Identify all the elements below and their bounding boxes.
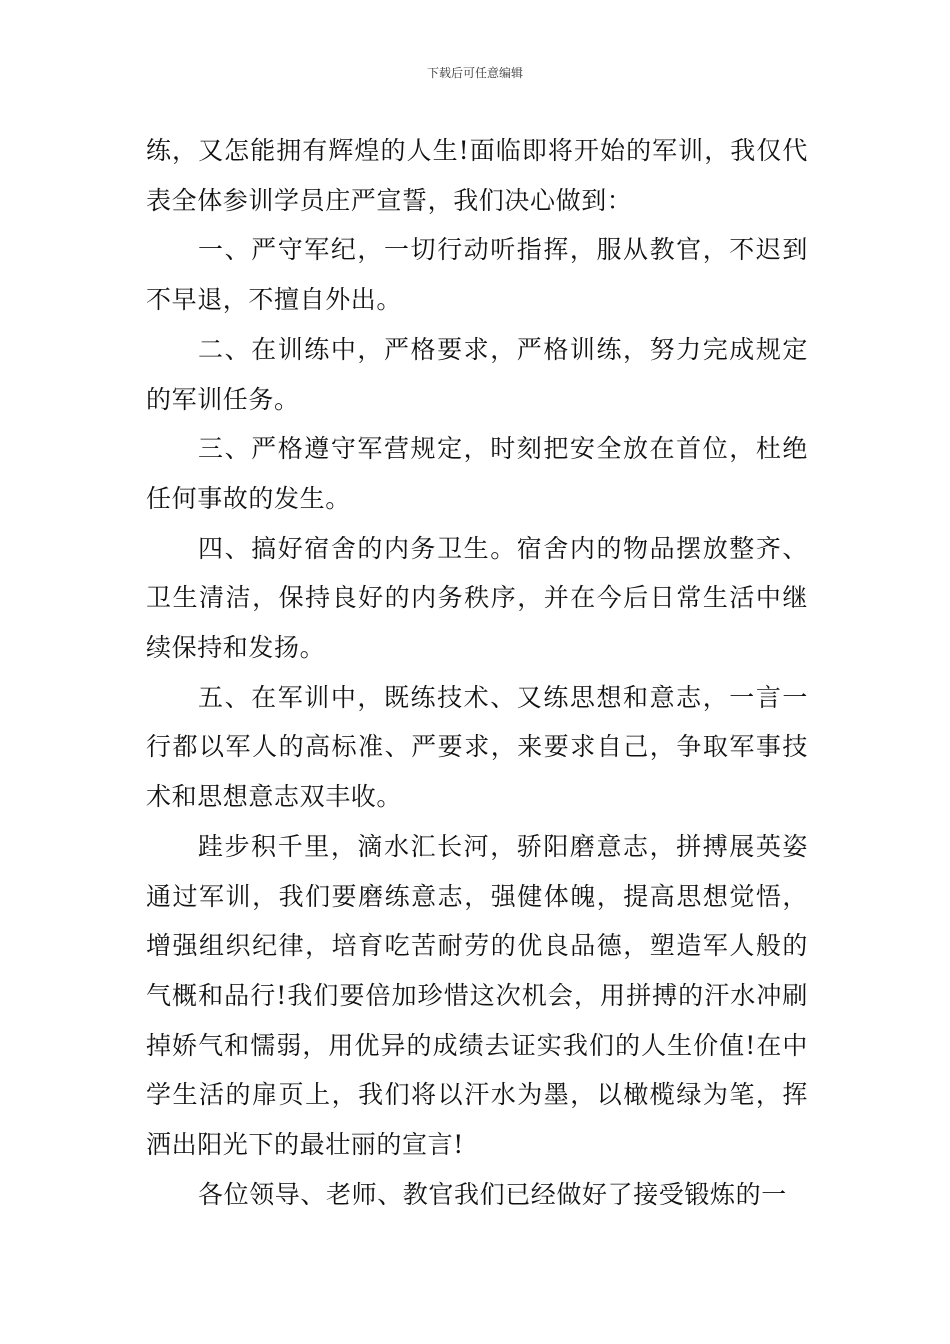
paragraph-6: 五、在军训中，既练技术、又练思想和意志，一言一行都以军人的高标准、严要求，来要求自己，争取军事技术和思想意志双丰收。 [146,682,808,812]
page-header-note: 下载后可任意编辑 [426,66,523,80]
paragraph-3: 二、在训练中，严格要求，严格训练，努力完成规定的军训任务。 [146,334,808,414]
paragraph-8: 各位领导、老师、教官我们已经做好了接受锻炼的一 [198,1179,787,1209]
paragraph-4: 三、严格遵守军营规定，时刻把安全放在首位，杜绝任何事故的发生。 [146,434,808,513]
document-body [146,126,808,1219]
paragraph-5: 四、搞好宿舍的内务卫生。宿舍内的物品摆放整齐、卫生清洁，保持良好的内务秩序，并在今后日常生活中继续保持和发扬。 [146,533,808,663]
paragraph-7: 跬步积千里，滴水汇长河，骄阳磨意志，拼搏展英姿通过军训，我们要磨练意志，强健体魄，提高思想觉悟，增强组织纪律，培育吃苦耐劳的优良品德，塑造军人般的气概和品行!我们要倍加珍惜这次机会，用拼搏的汗水冲刷掉娇气和懦弱，用优异的成绩去证实我们的人生价值!在中学生活的扉页上，我们将以汗水为墨，以橄榄绿为笔，挥洒出阳光下的最壮丽的宣言! [146,831,808,1160]
paragraph-2: 一、严守军纪，一切行动听指挥，服从教官，不迟到不早退，不擅自外出。 [146,235,808,315]
paragraph-1: 练，又怎能拥有辉煌的人生!面临即将开始的军训，我仅代表全体参训学员庄严宣誓，我们决心做到： [146,136,808,215]
